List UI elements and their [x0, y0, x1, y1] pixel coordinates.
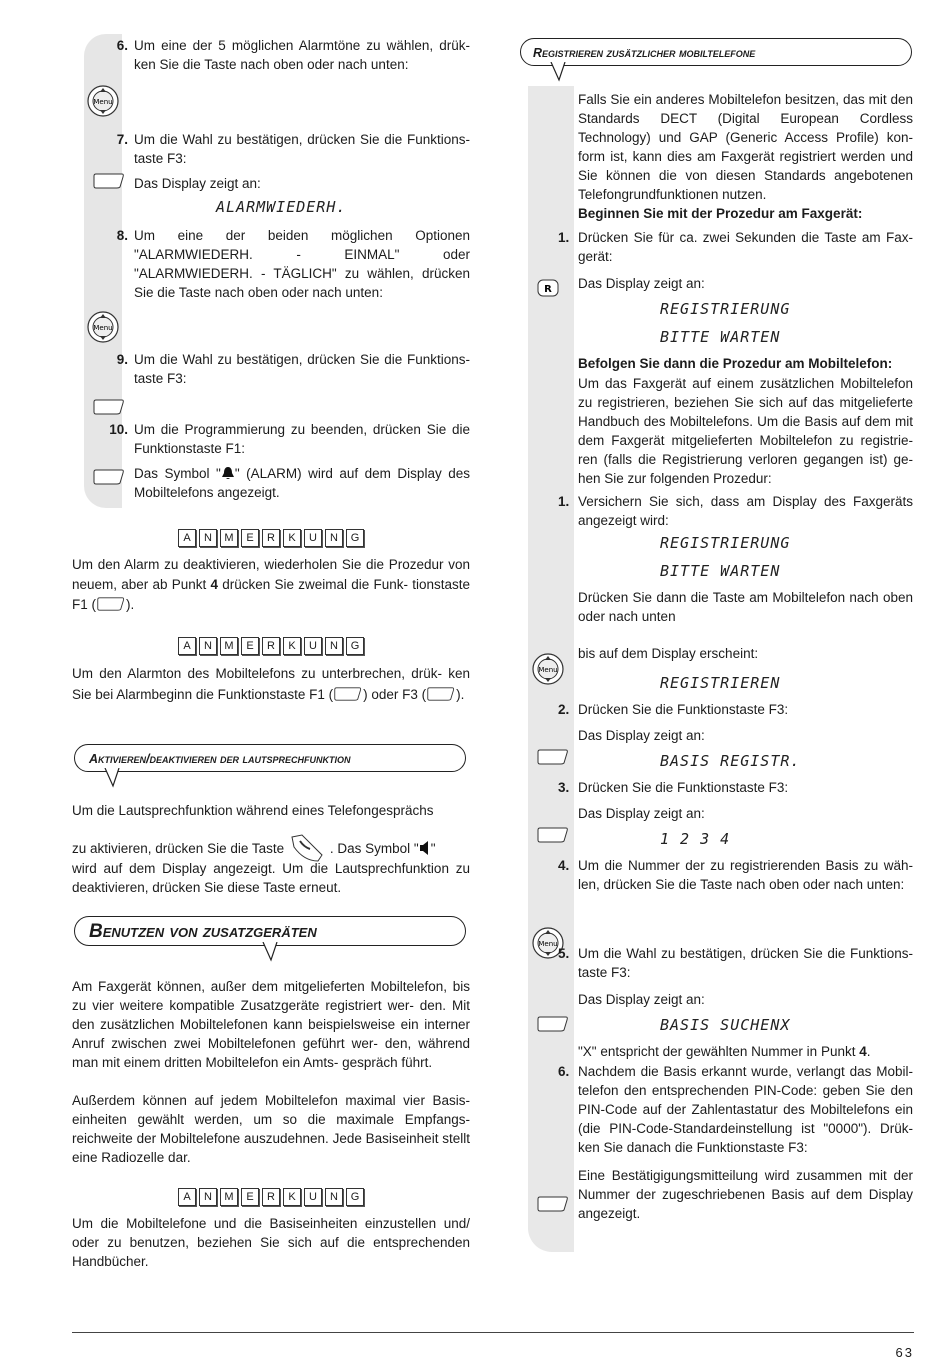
mobile-step-5	[558, 944, 913, 990]
x-bold: 4	[859, 1044, 867, 1059]
function-key-icon	[426, 686, 456, 702]
left-steps	[100, 36, 470, 502]
mobile-step-6	[558, 1062, 913, 1166]
note-letter: G	[346, 529, 364, 547]
svg-text:Menu: Menu	[538, 940, 558, 948]
note-3-text: Um die Mobiltelefone und die Basiseinheiten einzustellen und/ oder zu benutzen, beziehen Sie sich auf die entsprechenden Handbücher.	[72, 1216, 470, 1269]
speaker-text: "	[430, 841, 436, 856]
note-letter: U	[304, 1188, 322, 1206]
step-number: 1.	[558, 230, 570, 245]
x-text: .	[866, 1044, 871, 1059]
note-letter: E	[241, 1188, 259, 1206]
step-text: Um eine der 5 möglichen Alarmtöne zu wählen, drük- ken Sie die Taste nach oben oder nach unten:	[134, 38, 470, 72]
section-title: Registrieren zusätzlicher mobiltelefone	[533, 46, 756, 60]
speaker-text-1: Um die Lautsprechfunktion während eines Telefongesprächs	[72, 803, 434, 818]
svg-text:R: R	[544, 284, 552, 295]
function-key-icon	[536, 1195, 570, 1213]
function-key-icon	[536, 1015, 570, 1033]
display-registrieren: REGISTRIEREN	[660, 674, 781, 692]
step-text: Drücken Sie für ca. zwei Sekunden die Taste am Fax- gerät:	[578, 230, 913, 264]
step-text: Um die Programmierung zu beenden, drücken Sie die Funktionstaste F1:	[134, 422, 470, 456]
step-number: 2.	[558, 702, 570, 717]
step-number: 9.	[116, 352, 128, 367]
section-title: Aktivieren/deaktivieren der lautsprechfunktion	[89, 752, 351, 766]
note-letter: N	[325, 637, 343, 655]
fax-step-1	[558, 228, 913, 274]
step-text: Um die Wahl zu bestätigen, drücken Sie die Funktions- taste F3:	[578, 946, 913, 980]
zusatz-text-2: Außerdem können auf jedem Mobiltelefon maximal vier Basis- einheiten gewählt werden, um so die maximale Empfangs- reichweite der Mobiltelefone auszudehnen. Jede Basiseinheit stellt eine Radiozelle dar.	[72, 1093, 470, 1165]
confirmation-text: Eine Bestätigigungsmitteilung wird zusammen mit der Nummer der zugeschriebenen Basis auf dem Display angezeigt.	[578, 1168, 913, 1221]
note-letter: U	[304, 637, 322, 655]
svg-text:Menu: Menu	[93, 98, 113, 106]
note-letter: R	[262, 529, 280, 547]
note-text: Um den Alarmton des Mobiltelefons zu unterbrechen, drük- ken Sie bei Alarmbeginn die Funktionstaste F1 (	[72, 666, 470, 702]
note-letter: N	[199, 637, 217, 655]
menu-navigation-icon	[531, 652, 565, 686]
step-number: 1.	[558, 494, 570, 509]
note-bold: 4	[210, 577, 219, 592]
mobile-step-3	[558, 778, 913, 804]
mobile-step-1	[558, 492, 913, 534]
display-alarm: ALARMWIEDERH.	[216, 198, 347, 216]
note-letter: E	[241, 637, 259, 655]
display-1234: 1 2 3 4	[660, 830, 731, 848]
function-key-icon	[333, 686, 363, 702]
function-key-icon	[96, 596, 126, 612]
step-text: Um eine der beiden möglichen Optionen "ALARMWIEDERH. - EINMAL" oder "ALARMWIEDERH. - TÄGLICH" zu wählen, drücken Sie die Taste nach oben oder nach unten:	[134, 228, 470, 300]
section-heading-speaker	[74, 744, 466, 772]
svg-text:Menu: Menu	[93, 324, 113, 332]
note-letter: M	[220, 1188, 238, 1206]
step-text: Drücken Sie die Funktionstaste F3:	[578, 702, 789, 717]
function-key-icon	[536, 826, 570, 844]
step-number: 6.	[558, 1064, 570, 1079]
note-letter: N	[325, 1188, 343, 1206]
note-letter: A	[178, 529, 196, 547]
symbol-text-post: " (ALARM) wird auf dem Display des Mobiltelefons angezeigt.	[134, 466, 470, 500]
note-2-text	[72, 663, 470, 705]
display-shows-text: Das Display zeigt an:	[578, 276, 705, 291]
note-letter: N	[199, 529, 217, 547]
note-letter: K	[283, 1188, 301, 1206]
alarm-bell-icon	[221, 466, 235, 480]
step-text: Um die Nummer der zu registrierenden Basis zu wäh- len, drücken Sie die Taste nach oben oder nach unten:	[578, 858, 913, 892]
speaker-symbol-icon	[419, 840, 431, 856]
mobile-procedure-heading: Befolgen Sie dann die Prozedur am Mobiltelefon:	[578, 356, 893, 371]
note-text: ) oder F3 (	[363, 687, 427, 702]
step-number: 10.	[109, 422, 128, 437]
note-letter: K	[283, 529, 301, 547]
note-letter: N	[325, 529, 343, 547]
reg-intro: Falls Sie ein anderes Mobiltelefon besitzen, das mit den Standards DECT (Digital European Cordless Technology) und GAP (Generic Access Profile) kon- form ist, kann dies am Faxgerät registriert werden und Sie können die von diesen Standards angebotenen Telefongrundfunktionen nutzen.	[578, 92, 913, 202]
heading-tail	[261, 942, 279, 962]
note-label	[72, 1188, 470, 1206]
display-shows-text: Das Display zeigt an:	[578, 806, 705, 821]
r-key-icon	[537, 279, 559, 297]
note-text: ).	[126, 597, 135, 612]
note-letter: N	[199, 1188, 217, 1206]
display-basis-registr: BASIS REGISTR.	[660, 752, 801, 770]
heading-tail	[103, 768, 121, 788]
display-registrierung: REGISTRIERUNG	[660, 534, 791, 552]
note-letter: E	[241, 529, 259, 547]
display-shows-text: Das Display zeigt an:	[134, 176, 261, 191]
footer-rule	[72, 1332, 914, 1333]
step-text: Um die Wahl zu bestätigen, drücken Sie die Funktions- taste F3:	[134, 352, 470, 386]
speaker-text-3: wird auf dem Display angezeigt. Um die Lautsprechfunktion zu deaktivieren, drücken Sie diese Taste erneut.	[72, 861, 470, 895]
step-text: Versichern Sie sich, dass am Display des Faxgeräts angezeigt wird:	[578, 494, 913, 528]
step-text: Drücken Sie die Funktionstaste F3:	[578, 780, 789, 795]
fax-procedure-heading: Beginnen Sie mit der Prozedur am Faxgerät:	[578, 206, 863, 221]
right-content	[558, 90, 913, 1223]
step-10	[100, 420, 470, 464]
display-bitte-warten: BITTE WARTEN	[660, 328, 781, 346]
until-display-text: bis auf dem Display erscheint:	[578, 646, 759, 661]
note-letter: M	[220, 529, 238, 547]
heading-tail	[549, 62, 567, 82]
step-8	[100, 226, 470, 350]
note-letter: R	[262, 1188, 280, 1206]
x-text: "X" entspricht der gewählten Nummer in Punkt	[578, 1044, 860, 1059]
display-registrierung: REGISTRIERUNG	[660, 300, 791, 318]
note-text: Um den Alarm zu deaktivieren, wiederholen Sie die Prozedur von neuem, aber ab Punkt	[72, 557, 470, 592]
zusatz-text-1: Am Faxgerät können, außer dem mitgelieferten Mobiltelefon, bis zu vier weitere kompatible Zusatzgeräte registriert wer- den. Mit den zusätzlichen Mobiltelefonen kann beispielsweise ein interner Anruf zwischen zwei Mobiltelefonen geführt wer- den, während man mit einem dritten Mobiltelefon ein Amts- gespräch führt.	[72, 979, 470, 1070]
note-letter: A	[178, 1188, 196, 1206]
note-label	[72, 637, 470, 655]
press-key-text: Drücken Sie dann die Taste am Mobiltelefon nach oben oder nach unten	[578, 590, 913, 624]
display-bitte-warten: BITTE WARTEN	[660, 562, 781, 580]
step-number: 5.	[558, 946, 570, 961]
function-key-icon	[536, 748, 570, 766]
svg-text:Menu: Menu	[538, 666, 558, 674]
display-shows-text: Das Display zeigt an:	[578, 992, 705, 1007]
note-text: ).	[456, 687, 465, 702]
speaker-text: . Das Symbol "	[329, 841, 419, 856]
mobile-step-4	[558, 856, 913, 944]
mobile-step-2	[558, 700, 913, 726]
note-letter: K	[283, 637, 301, 655]
page-number: 63	[895, 1345, 914, 1360]
step-7	[100, 130, 470, 174]
note-letter: R	[262, 637, 280, 655]
section-heading-registrieren	[520, 38, 912, 66]
note-letter: A	[178, 637, 196, 655]
note-letter: M	[220, 637, 238, 655]
section-heading-zusatz	[74, 916, 466, 946]
mobile-intro: Um das Faxgerät auf einem zusätzlichen Mobiltelefon zu registrieren, beziehen Sie sich auf das mitgelieferte Handbuch des Mobiltelefons. Um die Basis auf dem mit dem Faxgerät mitgelieferten Mobiltelefon zu registrie- ren (falls die Registrierung verloren gegangen ist) ge- hen Sie zur folgenden Prozedur:	[578, 376, 913, 486]
step-6	[100, 36, 470, 130]
step-number: 4.	[558, 858, 570, 873]
step-number: 8.	[116, 228, 128, 243]
x-explanation	[578, 1042, 913, 1062]
note-letter: G	[346, 637, 364, 655]
step-text: Nachdem die Basis erkannt wurde, verlangt das Mobil- telefon den entsprechenden PIN-Code: geben Sie den PIN-Code auf der Zahlentastatur des Mobiltelefons ein (die PIN-Code-Standardeinstellung ist "0000"). Drük- ken Sie danach die Funktionstaste F3:	[578, 1064, 913, 1155]
display-shows-text: Das Display zeigt an:	[578, 728, 705, 743]
step-9	[100, 350, 470, 420]
step-number: 3.	[558, 780, 570, 795]
note-text: drücken Sie zweimal die Funk- tionstaste F1 (	[72, 577, 470, 612]
note-letter: U	[304, 529, 322, 547]
note-1-text	[72, 555, 470, 615]
note-label	[72, 529, 470, 547]
section-title: Benutzen von zusatzgeräten	[89, 921, 317, 942]
step-number: 6.	[116, 38, 128, 53]
step-number: 7.	[116, 132, 128, 147]
step-text: Um die Wahl zu bestätigen, drücken Sie die Funktions- taste F3:	[134, 132, 470, 166]
speaker-text: zu aktivieren, drücken Sie die Taste	[72, 841, 285, 856]
note-letter: G	[346, 1188, 364, 1206]
display-basis-suchen: BASIS SUCHENX	[660, 1016, 791, 1034]
symbol-text-pre: Das Symbol "	[134, 466, 221, 481]
alarm-symbol-text	[134, 464, 470, 502]
